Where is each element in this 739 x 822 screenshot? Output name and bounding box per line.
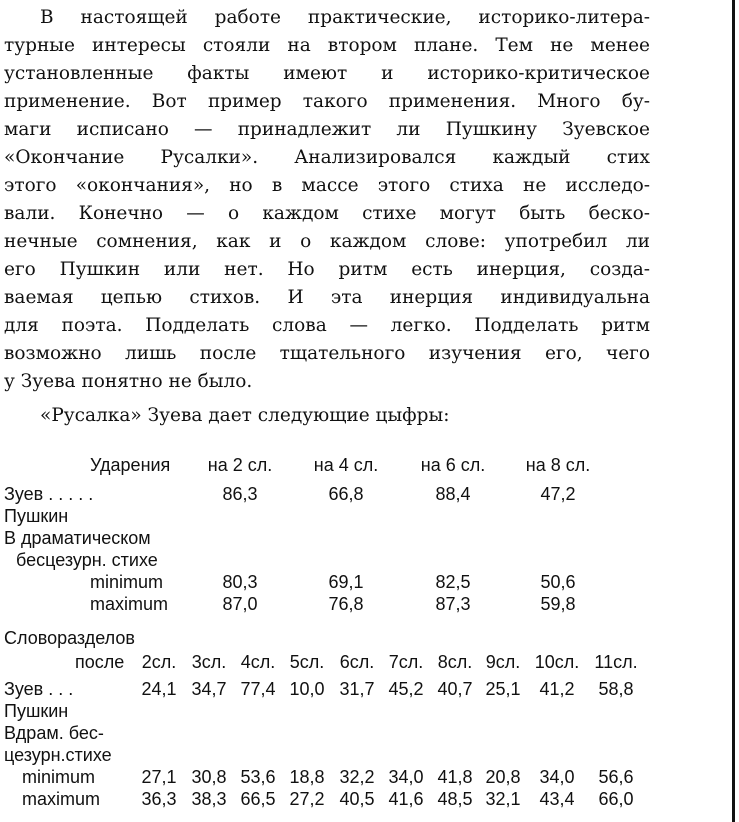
paragraph-line: маги исписано — принадлежит ли Пушкину Зуевское — [4, 119, 650, 140]
table-cell: 53,6 — [240, 767, 276, 787]
column-header: на 6 сл. — [420, 455, 486, 475]
table-cell: 80,3 — [222, 572, 258, 592]
row-context: Вдрам. бес- — [4, 723, 104, 743]
table-cell: 59,8 — [540, 594, 576, 614]
table-intro: «Русалка» Зуева дает следующие цыфры: — [40, 405, 450, 426]
paragraph-line: В настоящей работе практические, историко-литера- — [40, 7, 650, 28]
table-cell: 88,4 — [435, 484, 471, 504]
row-label-maximum: maximum — [90, 594, 169, 614]
table-cell: 66,8 — [328, 484, 364, 504]
table-cell: 34,7 — [191, 679, 227, 699]
table-cell: 40,5 — [339, 789, 375, 809]
column-header: 3сл. — [191, 652, 227, 672]
paragraph-line: возможно лишь после тщательного изучения его, чего — [4, 343, 650, 364]
stress-header-label: Ударения — [90, 455, 171, 475]
table-cell: 20,8 — [485, 767, 521, 787]
table-cell: 87,3 — [435, 594, 471, 614]
table-cell: 56,6 — [598, 767, 634, 787]
paragraph-line: применение. Вот пример такого применения. Много бу- — [4, 91, 650, 112]
table-cell: 30,8 — [191, 767, 227, 787]
table-cell: 66,5 — [240, 789, 276, 809]
table-cell: 27,2 — [289, 789, 325, 809]
column-header: 9сл. — [485, 652, 521, 672]
paragraph-line: для поэта. Подделать слова — легко. Подделать ритм — [4, 315, 650, 336]
row-label-pushkin: Пушкин — [4, 701, 69, 721]
column-header: 11сл. — [594, 652, 638, 672]
column-header: на 8 сл. — [525, 455, 591, 475]
table-cell: 31,7 — [339, 679, 375, 699]
row-label-minimum: minimum — [90, 572, 164, 592]
table-cell: 77,4 — [240, 679, 276, 699]
column-header: на 4 сл. — [313, 455, 379, 475]
table-cell: 41,8 — [437, 767, 473, 787]
row-context: В драматическом — [4, 528, 151, 548]
column-header: 6сл. — [339, 652, 375, 672]
paragraph-line: нечные сомнения, как и о каждом слове: употребил ли — [4, 231, 650, 252]
column-header: 2сл. — [141, 652, 177, 672]
paragraph-line: вали. Конечно — о каждом стихе могут быть беско- — [4, 203, 650, 224]
row-label-minimum: minimum — [22, 767, 96, 787]
row-label-zuev: Зуев . . . . . — [4, 484, 94, 504]
table-cell: 25,1 — [485, 679, 521, 699]
column-header: 7сл. — [388, 652, 424, 672]
paragraph-line: этого «окончания», но в массе этого стиха не исследо- — [4, 175, 650, 196]
table-cell: 50,6 — [540, 572, 576, 592]
header-label-after: после — [75, 652, 125, 672]
table-cell: 41,2 — [539, 679, 575, 699]
paragraph-line: установленные факты имеют и историко-критическое — [4, 63, 650, 84]
paragraph-line: ваемая цепью стихов. И эта инерция индивидуальна — [4, 287, 650, 308]
row-label-maximum: maximum — [22, 789, 101, 809]
table-cell: 18,8 — [289, 767, 325, 787]
table-cell: 32,2 — [339, 767, 375, 787]
table-cell: 34,0 — [388, 767, 424, 787]
table-cell: 76,8 — [328, 594, 364, 614]
table-cell: 41,6 — [388, 789, 424, 809]
column-header: 8сл. — [437, 652, 473, 672]
row-context: цезурн.стихе — [4, 745, 112, 765]
table-cell: 38,3 — [191, 789, 227, 809]
table-title: Словоразделов — [4, 628, 135, 648]
table-cell: 45,2 — [388, 679, 424, 699]
row-label-zuev: Зуев . . . — [4, 679, 74, 699]
column-header: 4сл. — [240, 652, 276, 672]
table-cell: 69,1 — [328, 572, 364, 592]
row-context: бесцезурн. стихе — [16, 550, 158, 570]
table-cell: 82,5 — [435, 572, 471, 592]
table-cell: 66,0 — [598, 789, 634, 809]
paragraph-line: турные интересы стояли на втором плане. Тем не менее — [4, 35, 650, 56]
column-header: 10сл. — [534, 652, 580, 672]
table-cell: 24,1 — [141, 679, 177, 699]
paragraph-line: его Пушкин или нет. Но ритм есть инерция, созда- — [4, 259, 650, 280]
paragraph-line: «Окончание Русалки». Анализировался каждый стих — [4, 147, 650, 168]
table-cell: 10,0 — [289, 679, 325, 699]
table-cell: 48,5 — [437, 789, 473, 809]
table-cell: 43,4 — [539, 789, 575, 809]
table-cell: 86,3 — [222, 484, 258, 504]
table-cell: 36,3 — [141, 789, 177, 809]
table-cell: 27,1 — [141, 767, 177, 787]
table-cell: 47,2 — [540, 484, 576, 504]
table-cell: 40,7 — [437, 679, 473, 699]
column-header: на 2 сл. — [207, 455, 273, 475]
table-cell: 34,0 — [539, 767, 575, 787]
row-label-pushkin: Пушкин — [4, 506, 69, 526]
paragraph-line: у Зуева понятно не было. — [4, 371, 253, 392]
table-cell: 32,1 — [485, 789, 521, 809]
column-header: 5сл. — [289, 652, 325, 672]
table-cell: 58,8 — [598, 679, 634, 699]
table-cell: 87,0 — [222, 594, 258, 614]
